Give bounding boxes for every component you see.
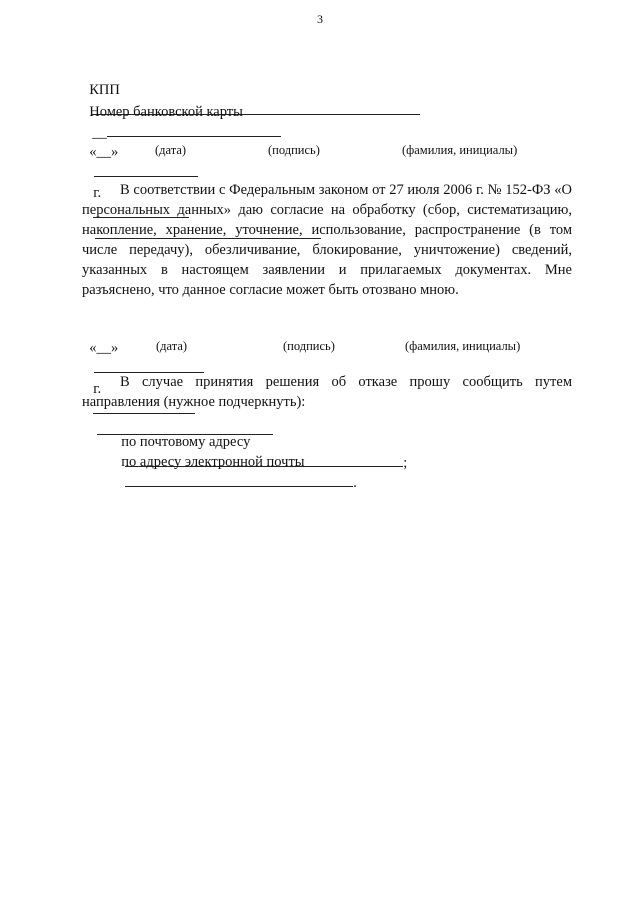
email-end: . [353,475,357,491]
postal-label: по почтовому адресу [121,434,251,450]
caption-date-1: (дата) [155,143,187,157]
card-label: Номер банковской карты [89,104,243,120]
caption-signature-1: (подпись) [268,143,320,157]
caption-date-2: (дата) [156,339,188,353]
email-label: по адресу электронной почты [121,454,305,470]
kpp-label: КПП [89,82,120,98]
page-number: 3 [317,12,323,26]
caption-signature-2: (подпись) [283,339,335,353]
caption-name-1: (фамилия, инициалы) [402,143,518,157]
date-field-2[interactable] [94,358,204,373]
date-quote-1: «__» [89,144,119,160]
email-row [114,432,357,493]
card-prefix: __ [92,125,107,141]
date-quote-2: «__» [89,340,119,356]
refusal-paragraph [82,372,572,412]
postal-end: ; [403,455,408,471]
consent-paragraph [82,180,572,300]
date-field-1[interactable] [94,162,198,177]
email-address-field[interactable] [125,472,353,487]
year-suffix-2: г. [93,381,102,397]
caption-name-2: (фамилия, инициалы) [405,339,521,353]
consent-text: В соответствии с Федеральным законом от 27 июля 2006 г. № 152-ФЗ «О персональных данных» даю согласие на обработку (сбор, систематизацию, накопление, хранение, уточнение, использование, распространение (в том числе передачу), обезличивание, блокирование, уничтожение) сведений, указанных в настоящем заявлении и прилагаемых документах. Мне разъяснено, что данное согласие может быть отозвано мною. [82,182,572,298]
refusal-text: В случае принятия решения об отказе прошу сообщить путем направления (нужное подчеркнуть): [82,374,572,410]
year-suffix-1: г. [93,185,102,201]
